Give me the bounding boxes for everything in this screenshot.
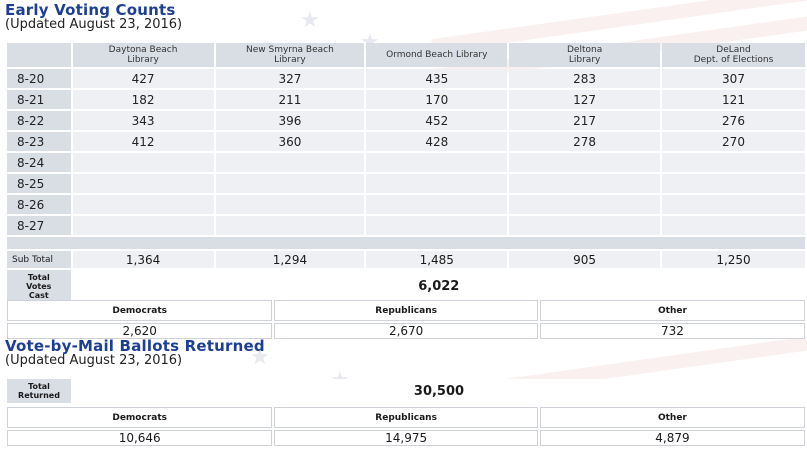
- count-cell: [366, 174, 507, 193]
- location-name: DeLand: [716, 45, 751, 55]
- count-cell: [73, 174, 214, 193]
- count-cell: 360: [216, 132, 365, 151]
- count-cell: [73, 153, 214, 172]
- vote-by-mail-total-table: [5, 377, 807, 405]
- party-value-row: [7, 430, 805, 446]
- count-cell: [216, 153, 365, 172]
- count-cell: [366, 153, 507, 172]
- total-label-line: Cast: [28, 291, 49, 300]
- count-cell: [216, 174, 365, 193]
- date-cell: 8-21: [7, 90, 71, 109]
- spacer-cell: [7, 237, 805, 249]
- party-header-republicans: Republicans: [274, 407, 537, 428]
- vote-by-mail-title: Vote-by-Mail Ballots Returned: [5, 337, 265, 355]
- count-cell: 127: [509, 90, 660, 109]
- table-row: [7, 153, 805, 172]
- party-header-row: [7, 300, 805, 321]
- location-header: [662, 43, 805, 67]
- count-cell: 121: [662, 90, 805, 109]
- total-returned-label: [7, 379, 71, 403]
- subtotal-cell: 1,250: [662, 251, 805, 268]
- subtotal-cell: 1,485: [366, 251, 507, 268]
- total-label-line: Returned: [18, 391, 60, 400]
- subtotal-cell: 1,364: [73, 251, 214, 268]
- early-voting-updated: (Updated August 23, 2016): [5, 17, 183, 32]
- count-cell: [509, 216, 660, 235]
- table-row: [7, 90, 805, 109]
- total-votes-value: 6,022: [73, 270, 805, 303]
- party-value-other: 4,879: [540, 430, 805, 446]
- party-header-republicans: Republicans: [274, 300, 538, 321]
- date-cell: 8-24: [7, 153, 71, 172]
- location-header: [73, 43, 214, 67]
- total-label-line: Total: [28, 382, 50, 391]
- early-voting-heading: [5, 2, 182, 32]
- location-header: [366, 43, 507, 67]
- date-cell: 8-26: [7, 195, 71, 214]
- header-corner: [7, 43, 71, 67]
- subtotal-row: [7, 251, 805, 268]
- location-name: Ormond Beach Library: [386, 50, 488, 60]
- count-cell: 270: [662, 132, 805, 151]
- location-sub: Library: [274, 55, 306, 65]
- table-row: [7, 111, 805, 130]
- count-cell: 276: [662, 111, 805, 130]
- count-cell: [366, 195, 507, 214]
- total-label-line: Total: [27, 273, 50, 282]
- party-value-republicans: 14,975: [274, 430, 537, 446]
- count-cell: 427: [73, 69, 214, 88]
- count-cell: [509, 174, 660, 193]
- location-name: Daytona Beach: [108, 45, 178, 55]
- count-cell: [73, 216, 214, 235]
- date-cell: 8-23: [7, 132, 71, 151]
- count-cell: [216, 216, 365, 235]
- count-cell: 412: [73, 132, 214, 151]
- party-header-democrats: Democrats: [7, 407, 272, 428]
- early-voting-party-table: [5, 298, 807, 341]
- location-sub: Library: [127, 55, 159, 65]
- count-cell: 435: [366, 69, 507, 88]
- party-header-row: [7, 407, 805, 428]
- party-header-other: Other: [540, 300, 805, 321]
- count-cell: 327: [216, 69, 365, 88]
- location-sub: Library: [568, 55, 601, 65]
- date-cell: 8-20: [7, 69, 71, 88]
- party-value-republicans: 2,670: [274, 323, 538, 339]
- count-cell: [509, 195, 660, 214]
- location-header: [509, 43, 660, 67]
- count-cell: 278: [509, 132, 660, 151]
- count-cell: 428: [366, 132, 507, 151]
- flag-backdrop: ★ ★: [0, 0, 807, 455]
- vote-by-mail-updated: (Updated August 23, 2016): [5, 353, 183, 368]
- count-cell: 217: [509, 111, 660, 130]
- subtotal-label: Sub Total: [7, 251, 71, 268]
- count-cell: 343: [73, 111, 214, 130]
- table-row: [7, 216, 805, 235]
- subtotal-cell: 1,294: [216, 251, 365, 268]
- location-name: New Smyrna Beach: [246, 45, 334, 55]
- date-cell: 8-27: [7, 216, 71, 235]
- count-cell: [662, 195, 805, 214]
- party-value-other: 732: [540, 323, 805, 339]
- count-cell: [662, 153, 805, 172]
- count-cell: 211: [216, 90, 365, 109]
- table-row: [7, 132, 805, 151]
- count-cell: 307: [662, 69, 805, 88]
- early-voting-title: Early Voting Counts: [5, 1, 176, 19]
- location-name: Deltona: [567, 45, 603, 55]
- count-cell: 452: [366, 111, 507, 130]
- total-returned-value: 30,500: [73, 379, 805, 403]
- table-row: [7, 69, 805, 88]
- count-cell: [73, 195, 214, 214]
- location-header: [216, 43, 365, 67]
- count-cell: 396: [216, 111, 365, 130]
- count-cell: [366, 216, 507, 235]
- count-cell: [509, 153, 660, 172]
- total-returned-row: [7, 379, 805, 403]
- table-row: [7, 174, 805, 193]
- count-cell: 170: [366, 90, 507, 109]
- party-header-democrats: Democrats: [7, 300, 272, 321]
- early-voting-table: [5, 41, 807, 305]
- location-header-row: [7, 43, 805, 67]
- date-cell: 8-22: [7, 111, 71, 130]
- party-value-democrats: 10,646: [7, 430, 272, 446]
- count-cell: [216, 195, 365, 214]
- table-row: [7, 195, 805, 214]
- vote-by-mail-party-table: [5, 405, 807, 448]
- count-cell: 283: [509, 69, 660, 88]
- location-sub: Dept. of Elections: [693, 55, 774, 65]
- count-cell: [662, 174, 805, 193]
- party-header-other: Other: [540, 407, 805, 428]
- table-spacer-row: [7, 237, 805, 249]
- vote-by-mail-heading: [5, 338, 265, 368]
- date-cell: 8-25: [7, 174, 71, 193]
- count-cell: [662, 216, 805, 235]
- count-cell: 182: [73, 90, 214, 109]
- party-value-democrats: 2,620: [7, 323, 272, 339]
- total-label-line: Votes: [26, 282, 52, 291]
- subtotal-cell: 905: [509, 251, 660, 268]
